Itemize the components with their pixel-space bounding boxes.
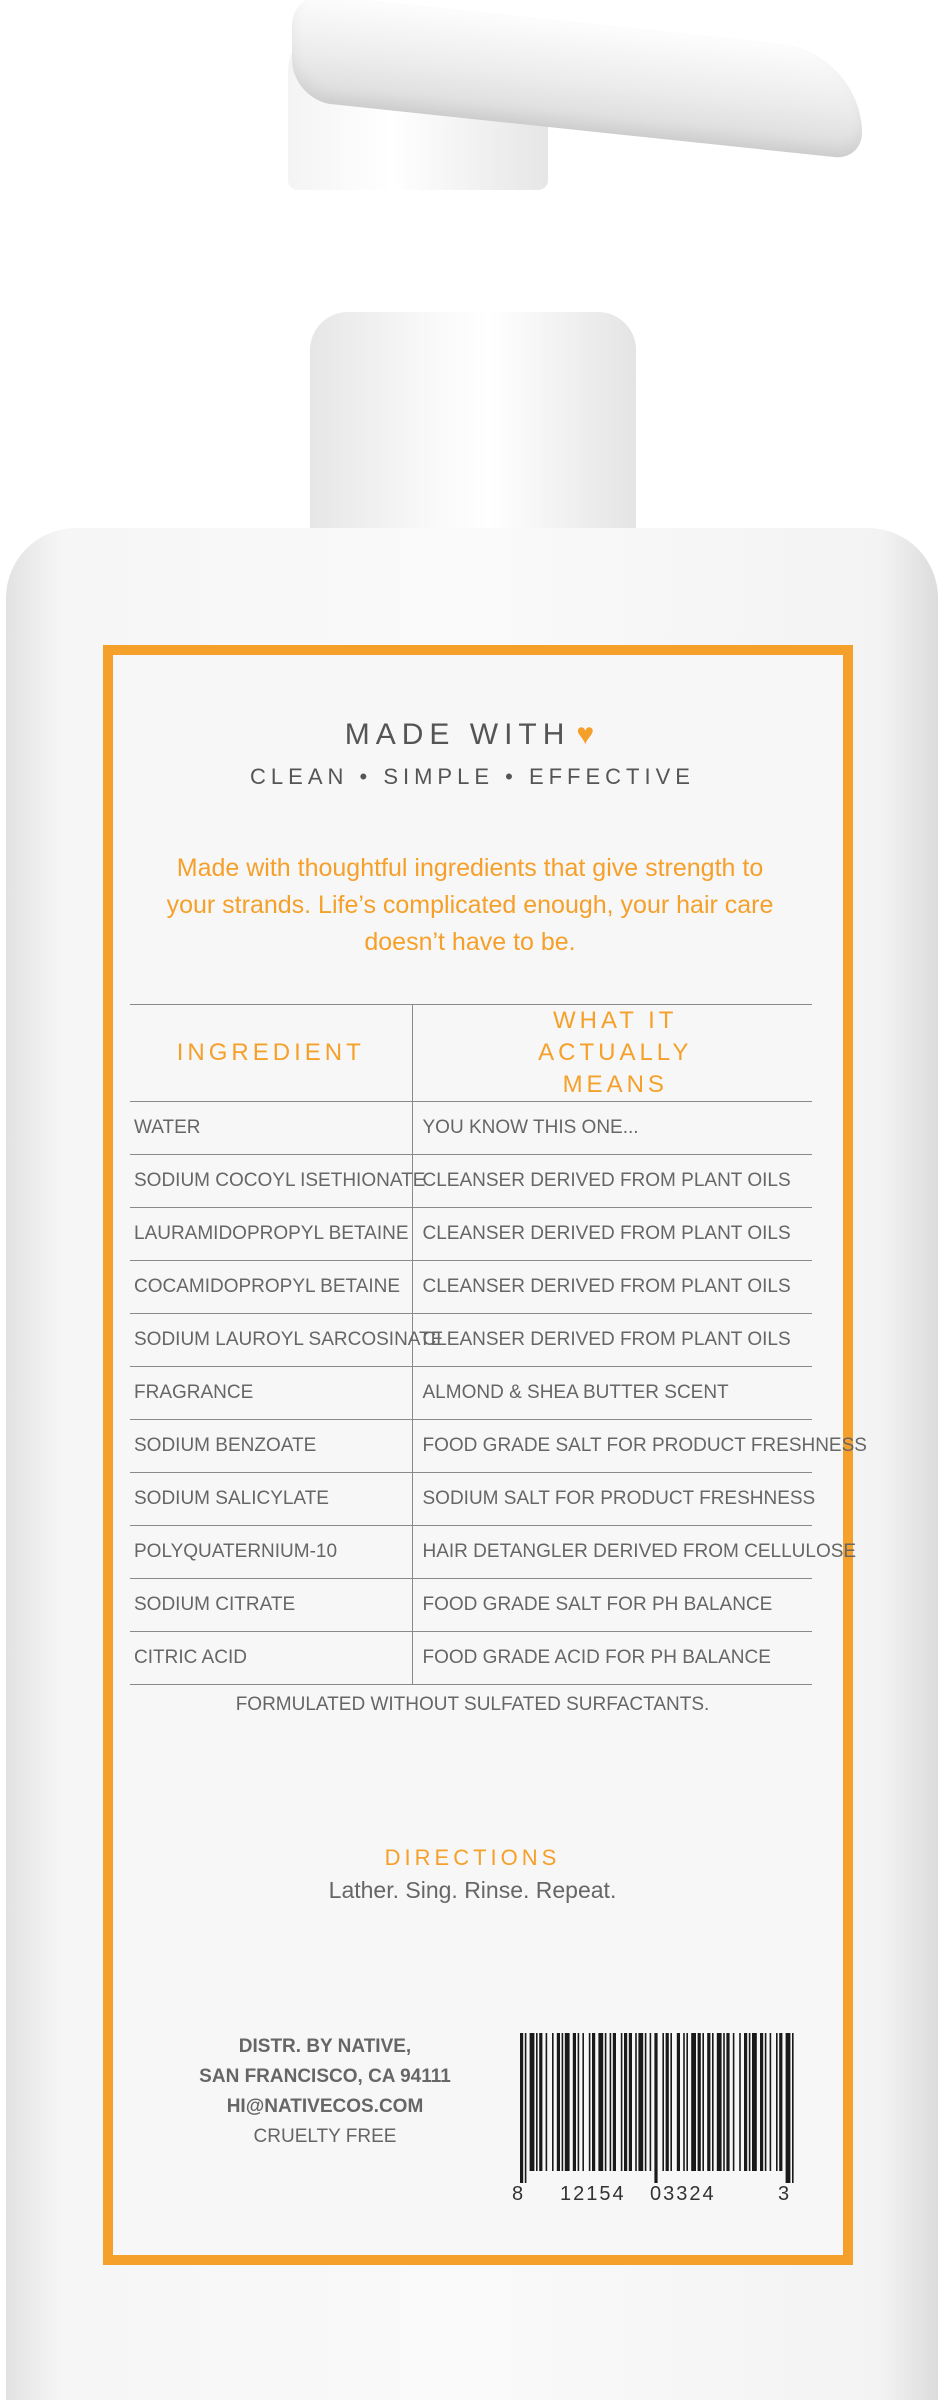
barcode-bar (683, 2033, 685, 2171)
ingredient-cell: SODIUM SALICYLATE (130, 1473, 412, 1526)
distributor-address: SAN FRANCISCO, CA 94111 (199, 2066, 451, 2087)
meaning-cell: FOOD GRADE SALT FOR PH BALANCE (412, 1579, 812, 1632)
meaning-cell: CLEANSER DERIVED FROM PLANT OILS (412, 1314, 812, 1367)
meaning-cell: FOOD GRADE ACID FOR PH BALANCE (412, 1632, 812, 1685)
barcode-bar (613, 2033, 616, 2171)
barcode-bar (530, 2033, 535, 2171)
barcode-bar (739, 2033, 741, 2171)
meaning-cell: CLEANSER DERIVED FROM PLANT OILS (412, 1261, 812, 1314)
table-row (130, 1261, 812, 1314)
meaning-cell: YOU KNOW THIS ONE... (412, 1102, 812, 1155)
distributor-block (170, 2032, 480, 2152)
ingredient-cell: SODIUM BENZOATE (130, 1420, 412, 1473)
made-with-heading (0, 718, 945, 752)
tagline: CLEAN • SIMPLE • EFFECTIVE (250, 764, 695, 789)
barcode-digits-right: 03324 (650, 2183, 716, 2205)
ingredient-cell: WATER (130, 1102, 412, 1155)
barcode-bar (726, 2033, 729, 2171)
barcode-bar (792, 2033, 794, 2183)
barcode-bar (638, 2033, 643, 2171)
barcode-bar (598, 2033, 603, 2171)
table-row (130, 1579, 812, 1632)
meaning-cell: CLEANSER DERIVED FROM PLANT OILS (412, 1155, 812, 1208)
barcode-bars (510, 2033, 800, 2183)
ingredient-cell: LAURAMIDOPROPYL BETAINE (130, 1208, 412, 1261)
table-row (130, 1208, 812, 1261)
table-row (130, 1420, 812, 1473)
barcode-bar (536, 2033, 538, 2171)
heart-icon: ♥ (576, 718, 601, 751)
ingredient-cell: SODIUM LAUROYL SARCOSINATE (130, 1314, 412, 1367)
header-meaning (412, 1005, 812, 1102)
header-ingredient: INGREDIENT (130, 1005, 412, 1102)
meaning-cell: CLEANSER DERIVED FROM PLANT OILS (412, 1208, 812, 1261)
barcode-bar (552, 2033, 554, 2171)
barcode-bar (707, 2033, 710, 2171)
ingredients-table (130, 1004, 867, 1685)
barcode-bar (760, 2033, 763, 2171)
cruelty-free-note: CRUELTY FREE (253, 2126, 397, 2147)
barcode-bar (629, 2033, 632, 2171)
barcode-bar (717, 2033, 722, 2171)
barcode-bar (635, 2033, 637, 2171)
distributor-line: DISTR. BY NATIVE, (238, 2036, 412, 2057)
barcode-bar (610, 2033, 612, 2171)
barcode-bar (624, 2033, 627, 2171)
formulated-note: FORMULATED WITHOUT SULFATED SURFACTANTS. (235, 1694, 710, 1715)
table-row (130, 1314, 812, 1367)
barcode-bar (589, 2033, 591, 2171)
barcode-bar (691, 2033, 696, 2171)
barcode-bar (686, 2033, 688, 2171)
barcode-bar (770, 2033, 772, 2171)
barcode-bar (546, 2033, 548, 2171)
barcode-bar (565, 2033, 570, 2171)
meaning-cell: ALMOND & SHEA BUTTER SCENT (412, 1367, 812, 1420)
barcode-bar (645, 2033, 647, 2171)
table-row (130, 1155, 812, 1208)
distributor-email: HI@NATIVECOS.COM (226, 2096, 424, 2117)
ingredient-cell: FRAGRANCE (130, 1367, 412, 1420)
barcode-bar (677, 2033, 680, 2171)
directions-text: Lather. Sing. Rinse. Repeat. (328, 1877, 617, 1903)
barcode-digit-lead: 8 (512, 2183, 524, 2205)
barcode-bar (733, 2033, 735, 2171)
table-row (130, 1473, 812, 1526)
table-row (130, 1102, 812, 1155)
meaning-cell: SODIUM SALT FOR PRODUCT FRESHNESS (412, 1473, 812, 1526)
ingredient-cell: POLYQUATERNIUM-10 (130, 1526, 412, 1579)
barcode-bar (578, 2033, 580, 2171)
barcode-bar (520, 2033, 523, 2183)
barcode-bar (712, 2033, 714, 2171)
barcode-bar (670, 2033, 672, 2171)
barcode-bar (765, 2033, 767, 2171)
barcode-bar (786, 2033, 791, 2183)
barcode-bar (723, 2033, 725, 2171)
barcode-bar (666, 2033, 669, 2171)
directions-title: DIRECTIONS (384, 1845, 561, 1870)
pump-neck (310, 312, 636, 538)
ingredient-cell: CITRIC ACID (130, 1632, 412, 1685)
table-row (130, 1632, 812, 1685)
barcode-bar (702, 2033, 704, 2171)
barcode-bar (557, 2033, 560, 2171)
ingredient-cell: SODIUM CITRATE (130, 1579, 412, 1632)
barcode-bar (752, 2033, 757, 2171)
barcode-bar (605, 2033, 607, 2171)
made-with-text: MADE WITH (344, 718, 571, 751)
barcode-bar (654, 2033, 657, 2183)
barcode-bar (621, 2033, 623, 2171)
intro-text: Made with thoughtful ingredients that give strength to your strands. Life’s complicated enough, your hair care doesn’t have to be. (166, 854, 774, 956)
ingredient-cell: COCAMIDOPROPYL BETAINE (130, 1261, 412, 1314)
meaning-cell: HAIR DETANGLER DERIVED FROM CELLULOSE (412, 1526, 812, 1579)
barcode-bar (573, 2033, 576, 2171)
barcode-digit-check: 3 (778, 2183, 790, 2205)
meaning-cell: FOOD GRADE SALT FOR PRODUCT FRESHNESS (412, 1420, 812, 1473)
barcode-bar (698, 2033, 701, 2171)
barcode-bar (592, 2033, 595, 2171)
table-header-row (130, 1005, 812, 1102)
barcode-bar (662, 2033, 664, 2171)
header-meaning-text: WHAT IT ACTUALLY MEANS (538, 1007, 693, 1098)
barcode-bar (650, 2033, 652, 2171)
barcode-bar (749, 2033, 751, 2171)
table-row (130, 1526, 812, 1579)
barcode-bar (562, 2033, 564, 2171)
table-row (130, 1367, 812, 1420)
barcode-bar (744, 2033, 747, 2171)
ingredient-cell: SODIUM COCOYL ISETHIONATE (130, 1155, 412, 1208)
barcode-digits-left: 12154 (560, 2183, 626, 2205)
barcode-bar (779, 2033, 782, 2171)
barcode-bar (776, 2033, 778, 2171)
barcode-bar (582, 2033, 584, 2171)
barcode-bar (525, 2033, 527, 2183)
barcode-bar (539, 2033, 542, 2171)
